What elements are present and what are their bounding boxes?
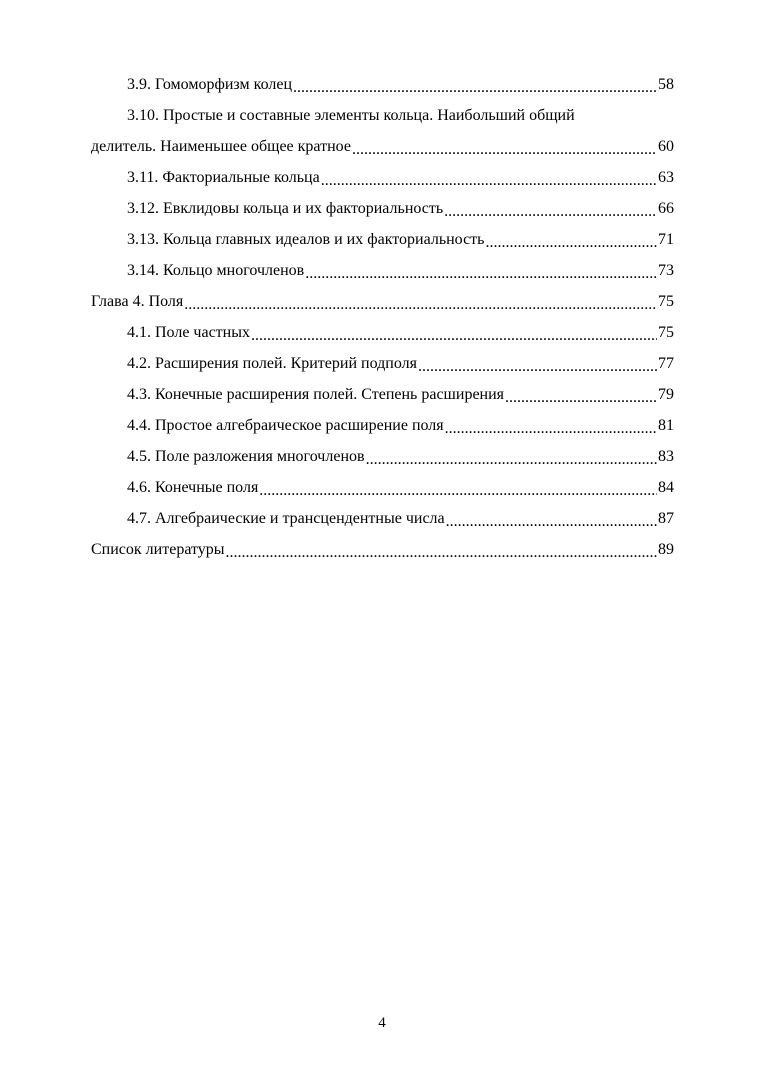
toc-entry-page: 75 (658, 324, 674, 341)
toc-dot-leader (446, 506, 657, 537)
toc-entry (91, 472, 674, 503)
toc-entry (91, 441, 674, 472)
toc-entry-page: 83 (658, 448, 674, 465)
toc-dot-leader (445, 413, 657, 444)
toc-entry (91, 69, 674, 100)
toc-entry-page: 87 (658, 510, 674, 527)
toc-entry-title: Глава 4. Поля (91, 293, 184, 310)
toc-entry-page: 73 (658, 262, 674, 279)
toc-chapter-entry (91, 286, 674, 317)
toc-entry-title: 4.2. Расширения полей. Критерий подполя (127, 355, 417, 372)
toc-entry-page: 79 (658, 386, 674, 403)
toc-entry-page: 58 (658, 76, 674, 93)
toc-entry-title: 3.9. Гомоморфизм колец (127, 76, 293, 93)
toc-entry-title: 4.7. Алгебраические и трансцендентные числа (127, 510, 445, 527)
toc-entry-title: 3.10. Простые и составные элементы кольца. Наибольший общий (127, 107, 575, 124)
toc-entry-page: 60 (658, 138, 674, 155)
toc-dot-leader (184, 289, 657, 320)
toc-entry-title: 3.11. Факториальные кольца (127, 169, 320, 186)
toc-entry-page: 75 (658, 293, 674, 310)
toc-dot-leader (251, 320, 657, 351)
toc-dot-leader (321, 165, 657, 196)
toc-dot-leader (366, 444, 657, 475)
toc-entry-page: 66 (658, 200, 674, 217)
toc-entry (91, 317, 674, 348)
toc-entry (91, 255, 674, 286)
toc-entry-page: 63 (658, 169, 674, 186)
toc-dot-leader (259, 475, 657, 506)
table-of-contents (91, 69, 674, 565)
toc-entry-continuation (91, 131, 674, 162)
toc-entry-title: 3.14. Кольцо многочленов (127, 262, 305, 279)
toc-dot-leader (226, 537, 657, 568)
toc-entry-title: 4.3. Конечные расширения полей. Степень расширения (127, 386, 505, 403)
toc-dot-leader (293, 72, 657, 103)
toc-entry-page: 71 (658, 231, 674, 248)
toc-dot-leader (418, 351, 657, 382)
page-number: 4 (378, 1015, 386, 1031)
toc-entry (91, 503, 674, 534)
toc-entry (91, 224, 674, 255)
toc-entry (91, 100, 674, 131)
toc-dot-leader (352, 134, 657, 165)
toc-entry-title: Список литературы (91, 541, 225, 558)
toc-entry-title: 3.12. Евклидовы кольца и их факториальность (127, 200, 444, 217)
toc-entry-title: 4.5. Поле разложения многочленов (127, 448, 365, 465)
toc-entry-title: 4.6. Конечные поля (127, 479, 259, 496)
toc-dot-leader (305, 258, 657, 289)
toc-entry (91, 379, 674, 410)
toc-entry-title: 3.13. Кольца главных идеалов и их факториальность (127, 231, 485, 248)
toc-entry-title: 4.4. Простое алгебраическое расширение поля (127, 417, 444, 434)
toc-entry-page: 89 (658, 541, 674, 558)
toc-entry (91, 193, 674, 224)
toc-dot-leader (485, 227, 657, 258)
toc-entry-page: 81 (658, 417, 674, 434)
toc-entry-page: 77 (658, 355, 674, 372)
toc-entry-title: делитель. Наименьшее общее кратное (91, 138, 351, 155)
toc-dot-leader (444, 196, 657, 227)
toc-dot-leader (505, 382, 657, 413)
toc-bibliography-entry (91, 534, 674, 565)
toc-entry (91, 162, 674, 193)
toc-entry (91, 410, 674, 441)
toc-entry-title: 4.1. Поле частных (127, 324, 250, 341)
toc-entry (91, 348, 674, 379)
toc-entry-page: 84 (658, 479, 674, 496)
